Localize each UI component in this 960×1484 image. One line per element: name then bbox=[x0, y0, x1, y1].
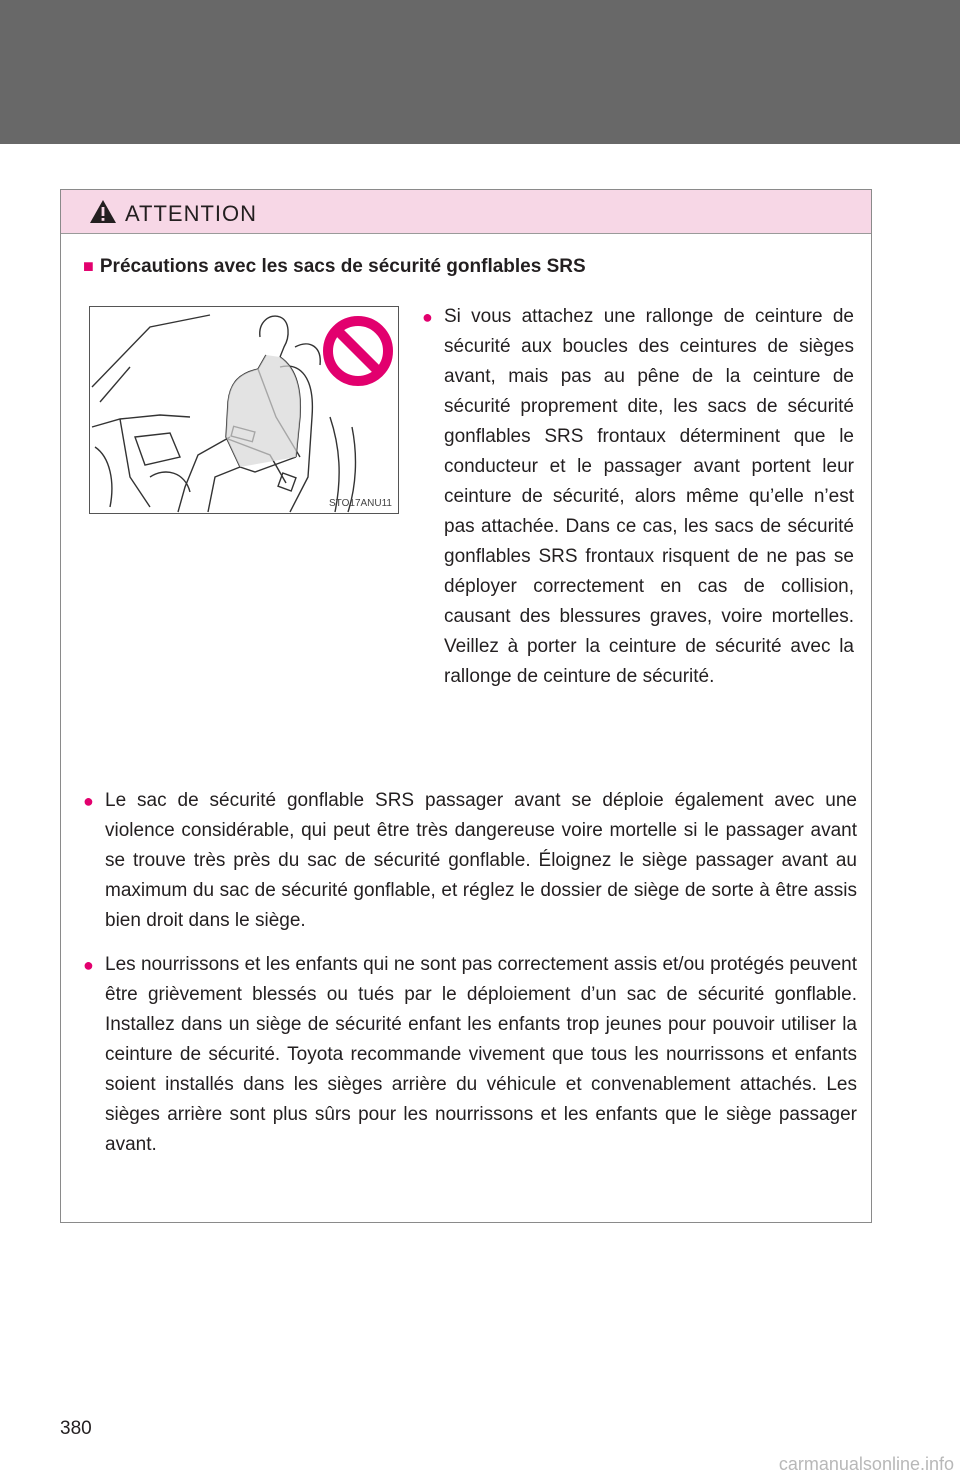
attention-title: ATTENTION bbox=[125, 201, 258, 226]
illustration-figure bbox=[89, 306, 399, 514]
attention-box bbox=[60, 189, 872, 1223]
lower-bullets bbox=[83, 786, 857, 1174]
bullet-marker: ● bbox=[83, 791, 94, 811]
section-heading bbox=[83, 256, 586, 278]
right-column bbox=[422, 302, 854, 692]
bullet-text: Les nourrissons et les enfants qui ne sont pas correctement assis et/ou protégés peuvent être grièvement blessés ou tués par le déploiement d’un sac de sécurité gonflable. Installez dans un siège de sécurité enfant les enfants trop jeunes pour pouvoir utiliser la ceinture de sécurité. Toyota recommande vivement que tous les nourrissons et enfants soient installés dans les sièges arrière du véhicule et convenablement attachés. Les sièges arrière sont plus sûrs pour les nourrissons et les enfants que le siège passager avant. bbox=[105, 954, 857, 1155]
section-heading-text: Précautions avec les sacs de sécurité gonflables SRS bbox=[99, 256, 586, 277]
bullet-passenger-airbag bbox=[83, 786, 857, 936]
figure-code: STO17ANU11 bbox=[329, 498, 392, 509]
top-header-band bbox=[0, 0, 960, 144]
bullet-infants-children bbox=[83, 950, 857, 1160]
page-number: 380 bbox=[60, 1418, 92, 1439]
attention-header bbox=[61, 190, 871, 234]
no-symbol-icon bbox=[322, 315, 394, 387]
bullet-text: Le sac de sécurité gonflable SRS passager avant se déploie également avec une violence considérable, qui peut être très dangereuse voire mortelle si le passager avant se trouve très près du sac de sécurité gonflable. Éloignez le siège passager avant au maximum du sac de sécurité gonflable, et réglez le dossier de siège de sorte à être assis bien droit dans le siège. bbox=[105, 790, 857, 931]
watermark-text: carmanualsonline.info bbox=[778, 1454, 954, 1474]
warning-triangle-icon bbox=[89, 199, 117, 224]
bullet-marker: ● bbox=[83, 955, 94, 975]
bullet-text: Si vous attachez une rallonge de ceinture de sécurité aux boucles des ceintures de sièges avant, mais pas au pêne de la ceinture de sécurité proprement dite, les sacs de sécurité gonflables SRS frontaux déterminent que le conducteur et le passager avant portent leur ceinture de sécurité, alors même qu’elle n’est pas attachée. Dans ce cas, les sacs de sécurité gonflables SRS frontaux risquent de ne pas se déployer correctement en cas de collision, causant des blessures graves, voire mortelles. Veillez à porter la ceinture de sécurité avec la rallonge de ceinture de sécurité. bbox=[444, 306, 854, 687]
bullet-marker: ● bbox=[422, 307, 433, 327]
bullet-extension-belt bbox=[422, 302, 854, 692]
heading-square-marker: ■ bbox=[83, 256, 94, 276]
